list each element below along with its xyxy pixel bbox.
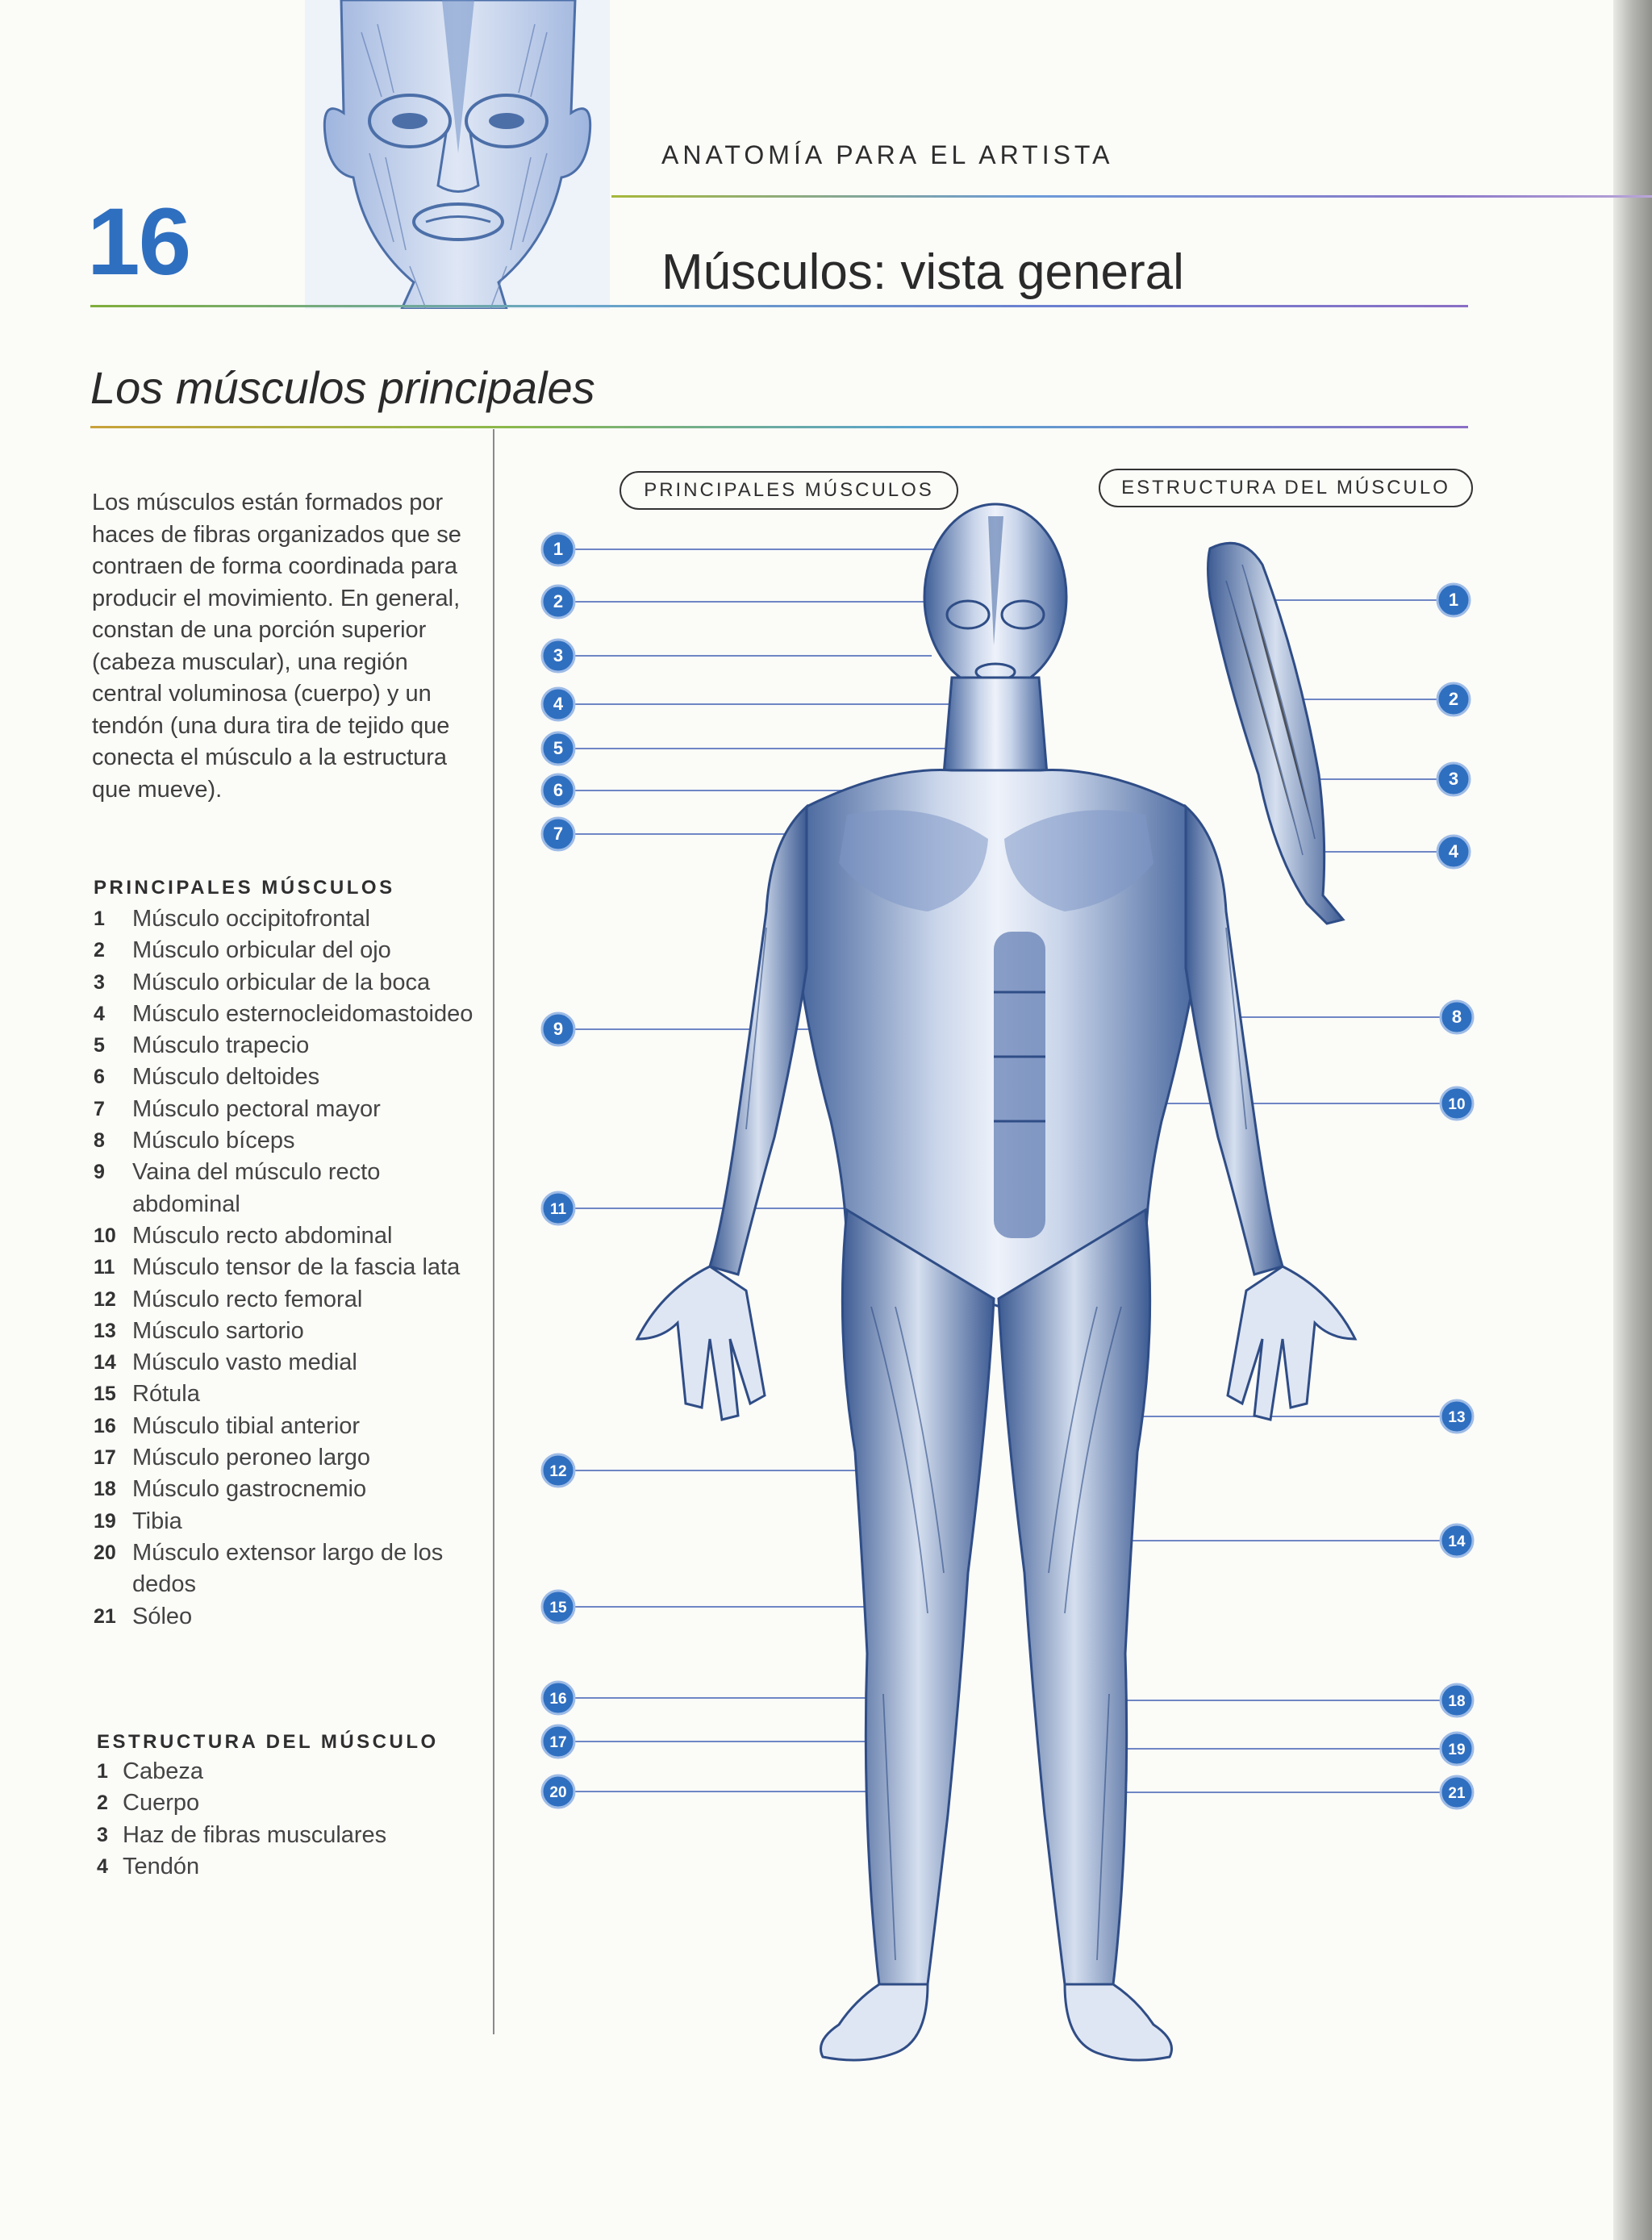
item-number: 17: [94, 1446, 116, 1470]
item-label: Vaina del músculo recto abdominal: [132, 1159, 381, 1217]
callout-number: 17: [549, 1734, 567, 1751]
callout-number: 10: [1448, 1096, 1466, 1113]
item-number: 12: [94, 1287, 116, 1311]
callout-right-19: [1441, 1733, 1473, 1765]
item-number: 18: [94, 1478, 116, 1501]
callout-number: 1: [553, 539, 564, 559]
item-number: 6: [94, 1066, 105, 1089]
item-number: 3: [94, 970, 105, 994]
running-head: ANATOMÍA PARA EL ARTISTA: [661, 140, 1114, 169]
structure-callout-2: [1437, 683, 1470, 715]
callout-left-2: [542, 586, 574, 618]
callout-number: 11: [549, 1201, 567, 1218]
callout-number: 20: [549, 1784, 567, 1801]
item-number: 21: [94, 1604, 116, 1628]
callout-number: 4: [553, 694, 564, 714]
callout-left-20: [542, 1775, 574, 1808]
main-muscles-heading: PRINCIPALES MÚSCULOS: [94, 877, 395, 899]
item-label: Cuerpo: [123, 1790, 200, 1817]
structure-callout-1: [1437, 584, 1470, 616]
item-number: 13: [94, 1319, 116, 1342]
item-label: Músculo pectoral mayor: [132, 1095, 381, 1122]
structure-callout-4: [1437, 836, 1470, 868]
callout-number: 16: [549, 1691, 567, 1708]
item-number: 20: [94, 1541, 116, 1564]
item-number: 1: [97, 1760, 108, 1783]
callout-left-17: [542, 1725, 574, 1758]
item-number: 1: [94, 907, 105, 930]
item-number: 9: [94, 1161, 105, 1184]
pill-muscle-structure: ESTRUCTURA DEL MÚSCULO: [1099, 469, 1473, 507]
callout-number: 5: [553, 738, 564, 758]
item-label: Músculo occipitofrontal: [132, 906, 370, 932]
callout-number: 4: [1448, 841, 1459, 861]
item-label: Músculo gastrocnemio: [132, 1476, 367, 1503]
item-label: Músculo trapecio: [132, 1032, 310, 1059]
intro-paragraph: Los músculos están formados por haces de fibras organizados que se contraen de forma coordinada para producir el movimiento. En general, constan de una porción superior (cabeza muscular), una región central voluminosa (cuerpo) y un tendón (una dura tira de tejido que conecta el músculo a la estructura que mueve).: [92, 490, 461, 803]
item-label: Músculo orbicular del ojo: [132, 937, 391, 964]
item-number: 19: [94, 1509, 116, 1533]
callout-right-14: [1441, 1525, 1473, 1557]
callout-number: 21: [1448, 1785, 1466, 1802]
item-number: 14: [94, 1351, 116, 1374]
item-label: Músculo recto abdominal: [132, 1222, 393, 1249]
callout-left-9: [542, 1013, 574, 1045]
item-label: Músculo tensor de la fascia lata: [132, 1254, 461, 1281]
callout-right-8: [1441, 1001, 1473, 1033]
item-number: 10: [94, 1224, 116, 1247]
item-label: Tendón: [123, 1853, 200, 1879]
callout-number: 14: [1448, 1533, 1466, 1550]
callout-number: 2: [1448, 689, 1459, 709]
item-label: Músculo vasto medial: [132, 1349, 357, 1376]
item-number: 2: [97, 1792, 108, 1815]
callout-left-12: [542, 1454, 574, 1487]
item-label: Músculo esternocleidomastoideo: [132, 1000, 473, 1027]
item-label: Músculo bíceps: [132, 1128, 295, 1154]
structure-callout-3: [1437, 763, 1470, 795]
callout-number: 9: [553, 1019, 564, 1039]
callout-left-11: [542, 1192, 574, 1224]
pill-main-muscles: PRINCIPALES MÚSCULOS: [620, 471, 958, 510]
item-number: 16: [94, 1414, 116, 1437]
item-label: Sóleo: [132, 1603, 193, 1629]
item-number: 4: [97, 1854, 108, 1878]
item-label: Músculo peroneo largo: [132, 1445, 371, 1471]
callout-number: 13: [1448, 1409, 1466, 1426]
chapter-number: 16: [87, 189, 190, 295]
item-label: Músculo sartorio: [132, 1317, 304, 1344]
callout-right-13: [1441, 1400, 1473, 1433]
item-number: 11: [94, 1256, 115, 1279]
item-label: Músculo extensor largo de los dedos: [132, 1539, 444, 1598]
callout-number: 2: [553, 591, 564, 611]
item-number: 4: [94, 1002, 105, 1025]
callout-right-10: [1441, 1087, 1473, 1120]
callout-left-16: [542, 1682, 574, 1714]
callout-number: 3: [553, 645, 564, 665]
item-number: 2: [94, 939, 105, 962]
callout-number: 8: [1451, 1007, 1462, 1027]
item-label: Músculo orbicular de la boca: [132, 969, 431, 995]
callout-left-15: [542, 1591, 574, 1623]
callout-left-7: [542, 818, 574, 850]
callout-left-3: [542, 640, 574, 672]
structure-heading: ESTRUCTURA DEL MÚSCULO: [97, 1731, 439, 1753]
callout-right-21: [1441, 1776, 1473, 1808]
callout-number: 18: [1448, 1693, 1466, 1710]
callout-number: 19: [1448, 1742, 1466, 1758]
page-title: Músculos: vista general: [661, 244, 1184, 300]
item-number: 5: [94, 1034, 105, 1057]
item-label: Rótula: [132, 1381, 200, 1408]
callout-number: 6: [553, 780, 564, 800]
item-label: Músculo tibial anterior: [132, 1412, 361, 1439]
item-number: 3: [97, 1823, 108, 1846]
callout-number: 12: [549, 1463, 567, 1480]
callout-number: 3: [1448, 769, 1459, 789]
callout-left-5: [542, 732, 574, 765]
item-label: Haz de fibras musculares: [123, 1821, 387, 1848]
item-number: 8: [94, 1129, 105, 1153]
item-label: Músculo recto femoral: [132, 1286, 363, 1312]
callout-left-4: [542, 688, 574, 720]
item-label: Cabeza: [123, 1758, 203, 1784]
callout-number: 1: [1448, 590, 1459, 610]
item-label: Tibia: [132, 1508, 182, 1534]
section-title: Los músculos principales: [90, 362, 595, 413]
item-number: 15: [94, 1383, 116, 1406]
callout-number: 15: [549, 1600, 567, 1616]
callout-right-18: [1441, 1684, 1473, 1716]
callout-number: 7: [553, 824, 564, 844]
callout-left-6: [542, 774, 574, 807]
item-label: Músculo deltoides: [132, 1064, 320, 1091]
callout-left-1: [542, 533, 574, 565]
item-number: 7: [94, 1097, 105, 1120]
